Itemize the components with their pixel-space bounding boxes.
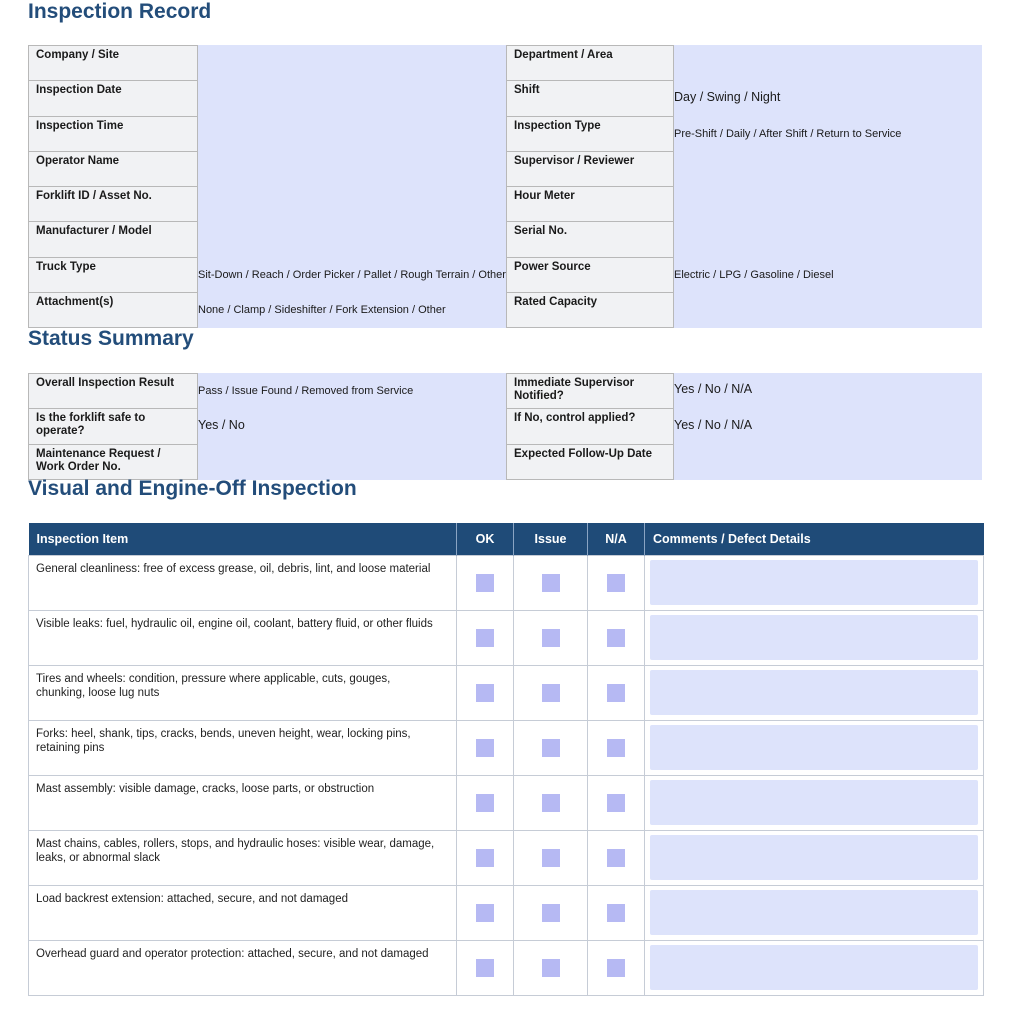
checkbox-cell-issue	[514, 666, 588, 721]
checkbox-cell-ok	[457, 611, 514, 666]
field-value[interactable]: Yes / No / N/A	[674, 417, 753, 432]
field-value[interactable]	[198, 222, 506, 257]
issue-checkbox[interactable]	[542, 629, 560, 647]
comments-cell	[645, 886, 984, 941]
field-label: Maintenance Request / Work Order No.	[28, 444, 198, 480]
ok-checkbox[interactable]	[476, 849, 494, 867]
header-inspection-item: Inspection Item	[29, 523, 457, 556]
header-ok: OK	[457, 523, 514, 556]
field-value[interactable]: Electric / LPG / Gasoline / Diesel	[674, 269, 834, 282]
na-checkbox[interactable]	[607, 574, 625, 592]
comments-field[interactable]	[650, 945, 978, 990]
comments-cell	[645, 556, 984, 611]
field-label: Attachment(s)	[28, 292, 198, 328]
inspection-item-cell	[29, 611, 457, 666]
inspection-item-cell	[29, 666, 457, 721]
field-label: Operator Name	[28, 151, 198, 187]
field-label: If No, control applied?	[506, 408, 674, 444]
field-label: Department / Area	[506, 45, 674, 81]
field-label: Inspection Type	[506, 116, 674, 152]
field-label: Immediate Supervisor Notified?	[506, 373, 674, 409]
checkbox-cell-issue	[514, 556, 588, 611]
field-value[interactable]	[198, 45, 506, 81]
na-checkbox[interactable]	[607, 739, 625, 757]
comments-cell	[645, 776, 984, 831]
checkbox-cell-ok	[457, 941, 514, 996]
ok-checkbox[interactable]	[476, 739, 494, 757]
issue-checkbox[interactable]	[542, 684, 560, 702]
checkbox-cell-ok	[457, 721, 514, 776]
field-value[interactable]	[198, 152, 506, 187]
inspection-item-cell	[29, 886, 457, 941]
field-value[interactable]	[198, 445, 506, 480]
header-comments: Comments / Defect Details	[645, 523, 984, 556]
comments-cell	[645, 666, 984, 721]
comments-field[interactable]	[650, 560, 978, 605]
na-checkbox[interactable]	[607, 849, 625, 867]
field-label: Supervisor / Reviewer	[506, 151, 674, 187]
comments-field[interactable]	[650, 725, 978, 770]
comments-cell	[645, 611, 984, 666]
na-checkbox[interactable]	[607, 629, 625, 647]
field-label: Serial No.	[506, 221, 674, 257]
field-label: Rated Capacity	[506, 292, 674, 328]
comments-cell	[645, 721, 984, 776]
checkbox-cell-na	[588, 776, 645, 831]
section-title-inspection-record: Inspection Record	[28, 0, 212, 23]
issue-checkbox[interactable]	[542, 794, 560, 812]
field-label: Inspection Time	[28, 116, 198, 152]
table-row	[29, 721, 984, 776]
issue-checkbox[interactable]	[542, 574, 560, 592]
ok-checkbox[interactable]	[476, 959, 494, 977]
issue-checkbox[interactable]	[542, 959, 560, 977]
checkbox-cell-ok	[457, 666, 514, 721]
field-label: Inspection Date	[28, 80, 198, 116]
inspection-item-cell	[29, 941, 457, 996]
comments-field[interactable]	[650, 670, 978, 715]
field-value[interactable]: Sit-Down / Reach / Order Picker / Pallet / Rough Terrain / Other	[198, 269, 506, 282]
field-value[interactable]	[674, 152, 982, 187]
checkbox-cell-issue	[514, 776, 588, 831]
checkbox-cell-ok	[457, 886, 514, 941]
inspection-item-text: Load backrest extension: attached, secure, and not damaged	[36, 893, 348, 905]
field-value[interactable]	[674, 45, 982, 81]
checkbox-cell-issue	[514, 611, 588, 666]
table-row	[29, 886, 984, 941]
table-row	[29, 666, 984, 721]
inspection-item-text: Mast chains, cables, rollers, stops, and hydraulic hoses: visible wear, damage, leaks, or abnormal slack	[36, 838, 435, 864]
field-label: Is the forklift safe to operate?	[28, 408, 198, 444]
field-label: Truck Type	[28, 257, 198, 293]
table-row	[29, 611, 984, 666]
field-value[interactable]: Day / Swing / Night	[674, 89, 781, 104]
checkbox-cell-na	[588, 556, 645, 611]
field-value[interactable]: None / Clamp / Sideshifter / Fork Extension / Other	[198, 304, 446, 317]
table-header-row	[29, 523, 984, 556]
inspection-record-form	[28, 45, 982, 328]
comments-field[interactable]	[650, 780, 978, 825]
field-label: Expected Follow-Up Date	[506, 444, 674, 480]
field-label: Forklift ID / Asset No.	[28, 186, 198, 222]
table-row	[29, 831, 984, 886]
field-value[interactable]	[198, 187, 506, 222]
comments-field[interactable]	[650, 615, 978, 660]
issue-checkbox[interactable]	[542, 739, 560, 757]
inspection-item-text: Mast assembly: visible damage, cracks, loose parts, or obstruction	[36, 783, 375, 795]
issue-checkbox[interactable]	[542, 849, 560, 867]
table-row	[29, 941, 984, 996]
inspection-item-text: Tires and wheels: condition, pressure where applicable, cuts, gouges, chunking, loose lug nuts	[36, 673, 391, 699]
issue-checkbox[interactable]	[542, 904, 560, 922]
na-checkbox[interactable]	[607, 794, 625, 812]
field-value[interactable]	[674, 222, 982, 257]
checkbox-cell-issue	[514, 831, 588, 886]
field-value[interactable]: Pass / Issue Found / Removed from Service	[198, 385, 414, 398]
comments-field[interactable]	[650, 835, 978, 880]
comments-cell	[645, 831, 984, 886]
na-checkbox[interactable]	[607, 904, 625, 922]
checkbox-cell-issue	[514, 941, 588, 996]
inspection-item-cell	[29, 556, 457, 611]
field-value[interactable]: Yes / No / N/A	[674, 382, 753, 397]
checkbox-cell-ok	[457, 831, 514, 886]
field-value[interactable]	[674, 293, 982, 328]
field-label: Power Source	[506, 257, 674, 293]
field-value[interactable]	[198, 81, 506, 116]
inspection-item-cell	[29, 776, 457, 831]
inspection-item-text: Forks: heel, shank, tips, cracks, bends, uneven height, wear, locking pins, retaining pins	[36, 728, 411, 754]
inspection-table	[28, 523, 984, 996]
table-row	[29, 556, 984, 611]
ok-checkbox[interactable]	[476, 904, 494, 922]
checkbox-cell-na	[588, 721, 645, 776]
na-checkbox[interactable]	[607, 684, 625, 702]
status-summary-form	[28, 373, 982, 480]
comments-field[interactable]	[650, 890, 978, 935]
checkbox-cell-na	[588, 831, 645, 886]
ok-checkbox[interactable]	[476, 794, 494, 812]
field-value[interactable]: Yes / No	[198, 417, 245, 432]
checkbox-cell-na	[588, 886, 645, 941]
header-issue: Issue	[514, 523, 588, 556]
comments-cell	[645, 941, 984, 996]
inspection-item-text: Visible leaks: fuel, hydraulic oil, engine oil, coolant, battery fluid, or other fluids	[36, 618, 433, 630]
field-label: Manufacturer / Model	[28, 221, 198, 257]
checkbox-cell-na	[588, 611, 645, 666]
field-label: Company / Site	[28, 45, 198, 81]
header-na: N/A	[588, 523, 645, 556]
inspection-item-text: Overhead guard and operator protection: attached, secure, and not damaged	[36, 948, 429, 960]
inspection-item-text: General cleanliness: free of excess grease, oil, debris, lint, and loose material	[36, 563, 431, 575]
checkbox-cell-issue	[514, 721, 588, 776]
field-value[interactable]	[674, 445, 982, 480]
checkbox-cell-ok	[457, 556, 514, 611]
ok-checkbox[interactable]	[476, 629, 494, 647]
field-value[interactable]: Pre-Shift / Daily / After Shift / Return to Service	[674, 127, 902, 140]
checkbox-cell-na	[588, 941, 645, 996]
inspection-item-cell	[29, 831, 457, 886]
inspection-item-cell	[29, 721, 457, 776]
ok-checkbox[interactable]	[476, 684, 494, 702]
checkbox-cell-na	[588, 666, 645, 721]
na-checkbox[interactable]	[607, 959, 625, 977]
table-row	[29, 776, 984, 831]
field-label: Overall Inspection Result	[28, 373, 198, 409]
field-label: Hour Meter	[506, 186, 674, 222]
field-value[interactable]	[198, 117, 506, 152]
section-title-visual-inspection: Visual and Engine-Off Inspection	[28, 477, 357, 500]
ok-checkbox[interactable]	[476, 574, 494, 592]
checkbox-cell-issue	[514, 886, 588, 941]
field-label: Shift	[506, 80, 674, 116]
field-value[interactable]	[674, 187, 982, 222]
checkbox-cell-ok	[457, 776, 514, 831]
section-title-status-summary: Status Summary	[28, 327, 194, 350]
